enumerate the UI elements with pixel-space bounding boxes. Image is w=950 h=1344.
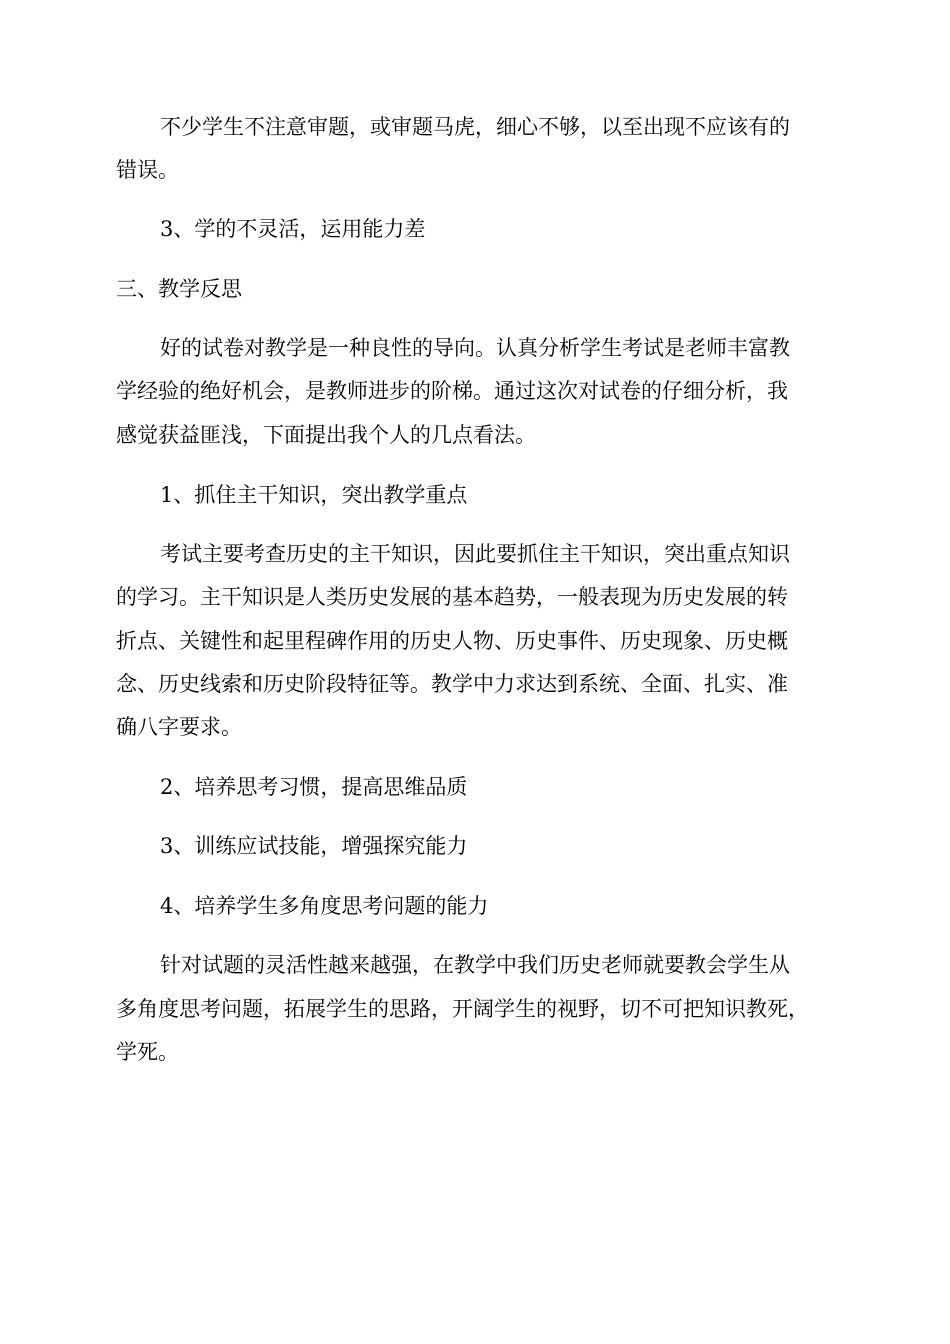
paragraph-line: 不少学生不注意审题，或审题马虎，细心不够，以至出现不应该有的 (160, 115, 790, 139)
paragraph-line: 考试主要考查历史的主干知识，因此要抓住主干知识，突出重点知识 (160, 542, 790, 566)
paragraph-line: 多角度思考问题，拓展学生的思路，开阔学生的视野，切不可把知识教死， (116, 997, 809, 1021)
paragraph-line: 学经验的绝好机会，是教师进步的阶梯。通过这次对试卷的仔细分析，我 (116, 379, 788, 403)
paragraph-line: 学死。 (116, 1040, 179, 1064)
list-item-heading: 1、抓住主干知识，突出教学重点 (160, 483, 468, 507)
paragraph-line: 针对试题的灵活性越来越强，在教学中我们历史老师就要教会学生从 (160, 953, 790, 977)
list-item-heading: 2、培养思考习惯，提高思维品质 (160, 775, 468, 799)
paragraph-line: 错误。 (116, 158, 179, 182)
paragraph-line: 确八字要求。 (116, 715, 242, 739)
paragraph-line: 的学习。主干知识是人类历史发展的基本趋势，一般表现为历史发展的转 (116, 585, 788, 609)
list-item-heading: 4、培养学生多角度思考问题的能力 (160, 894, 489, 918)
list-item-heading: 3、训练应试技能，增强探究能力 (160, 834, 468, 858)
paragraph-line: 念、历史线索和历史阶段特征等。教学中力求达到系统、全面、扎实、准 (116, 672, 788, 696)
paragraph-line: 好的试卷对教学是一种良性的导向。认真分析学生考试是老师丰富教 (160, 336, 790, 360)
paragraph-line: 折点、关键性和起里程碑作用的历史人物、历史事件、历史现象、历史概 (116, 629, 788, 653)
paragraph-line: 感觉获益匪浅，下面提出我个人的几点看法。 (116, 423, 536, 447)
section-heading: 三、教学反思 (116, 277, 242, 301)
list-item-heading: 3、学的不灵活，运用能力差 (160, 217, 426, 241)
